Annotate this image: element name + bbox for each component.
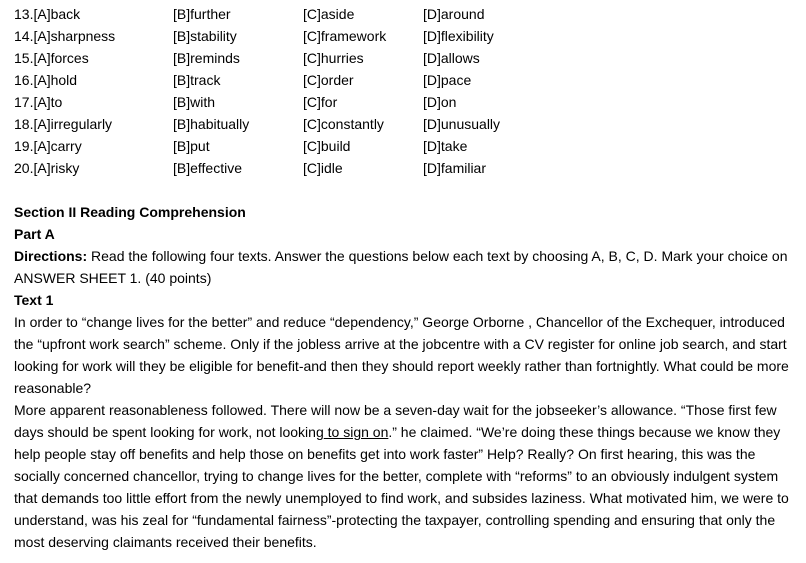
option-d: [D]around bbox=[423, 6, 485, 22]
option-c: [C]build bbox=[303, 138, 351, 154]
option-a: 17.[A]to bbox=[14, 94, 63, 110]
option-c: [C]constantly bbox=[303, 116, 384, 132]
option-c: [C]aside bbox=[303, 6, 355, 22]
option-a: 14.[A]sharpness bbox=[14, 28, 116, 44]
directions-label: Directions: bbox=[14, 248, 88, 264]
option-b: [B]further bbox=[173, 6, 231, 22]
option-b: [B]stability bbox=[173, 28, 237, 44]
part-title: Part A bbox=[14, 226, 55, 242]
option-a: 18.[A]irregularly bbox=[14, 116, 113, 132]
option-a: 13.[A]back bbox=[14, 6, 81, 22]
paragraph-1: In order to “change lives for the better” and reduce “dependency,” George Orborne , Chancellor of the Exchequer, introduced the “upfront work search” scheme. Only if the jobless arrive at the jobcentre with a CV register for online job search, and start looking for work will they be eligible for benefit-and then they should report weekly rather than fortnightly. What could be more reasonable? bbox=[14, 314, 789, 396]
option-c: [C]hurries bbox=[303, 50, 364, 66]
directions-text: Read the following four texts. Answer the questions below each text by choosing A, B, C, D. Mark your choice on ANSWER SHEET 1. (40 points) bbox=[14, 248, 788, 286]
option-b: [B]reminds bbox=[173, 50, 240, 66]
option-a: 16.[A]hold bbox=[14, 72, 78, 88]
option-c: [C]order bbox=[303, 72, 354, 88]
option-b: [B]effective bbox=[173, 160, 243, 176]
text-title: Text 1 bbox=[14, 292, 54, 308]
section-title: Section II Reading Comprehension bbox=[14, 204, 246, 220]
option-a: 20.[A]risky bbox=[14, 160, 80, 176]
option-d: [D]take bbox=[423, 138, 468, 154]
option-d: [D]familiar bbox=[423, 160, 487, 176]
option-b: [B]track bbox=[173, 72, 221, 88]
option-c: [C]for bbox=[303, 94, 338, 110]
option-c: [C]idle bbox=[303, 160, 343, 176]
reading-section bbox=[14, 201, 799, 553]
option-b: [B]with bbox=[173, 94, 216, 110]
option-c: [C]framework bbox=[303, 28, 387, 44]
option-b: [B]put bbox=[173, 138, 210, 154]
paragraph-2: More apparent reasonableness followed. There will now be a seven-day wait for the jobseeker’s allowance. “Those first few days should be spent looking for work, not looking to sign on.” he claimed. “We’re doing these things because we know they help people stay off benefits and help those on benefits get into work faster” Help? Really? On first hearing, this was the socially concerned chancellor, trying to change lives for the better, complete with “reforms” to an obviously indulgent system that demands too little effort from the newly unemployed to find work, and subsides laziness. What motivated him, we were to understand, was his zeal for “fundamental fairness”-protecting the taxpayer, controlling spending and ensuring that only the most deserving claimants received their benefits. bbox=[14, 402, 789, 550]
option-d: [D]unusually bbox=[423, 116, 501, 132]
option-a: 15.[A]forces bbox=[14, 50, 89, 66]
option-d: [D]flexibility bbox=[423, 28, 494, 44]
option-a: 19.[A]carry bbox=[14, 138, 82, 154]
option-d: [D]allows bbox=[423, 50, 480, 66]
underlined-phrase: to sign on bbox=[323, 424, 389, 440]
option-d: [D]on bbox=[423, 94, 457, 110]
option-b: [B]habitually bbox=[173, 116, 250, 132]
option-d: [D]pace bbox=[423, 72, 472, 88]
directions bbox=[14, 245, 799, 289]
